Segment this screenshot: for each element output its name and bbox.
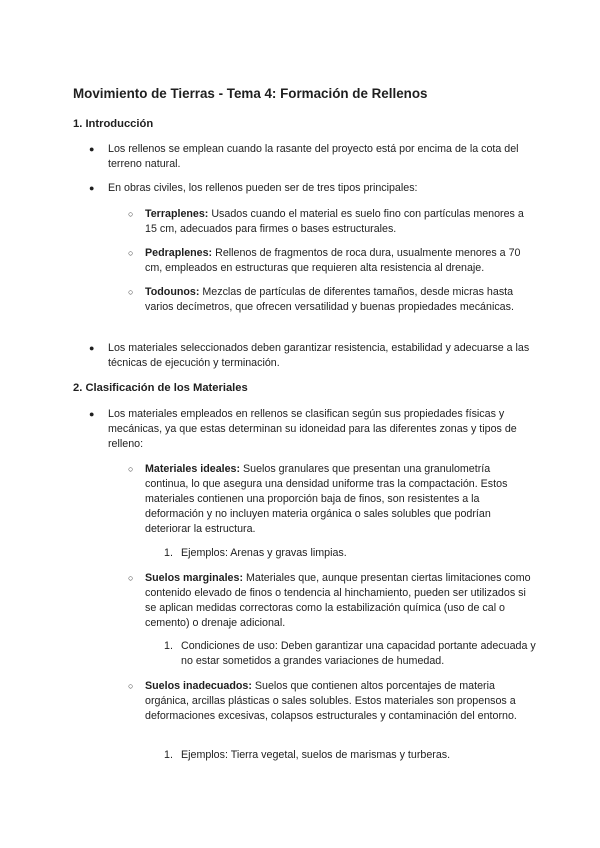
bullet-icon: ● [89, 183, 95, 193]
term-label: Suelos marginales: [145, 572, 244, 584]
term-description: Suelos granulares que presentan una granulometría continua, lo que asegura una densidad uniforme tras la compactación. Estos materiales contienen una proporción baja de finos, son resistentes a la deformación y no incluyen materia orgánica o sales solubles que podrían deteriorar la estructura. [145, 463, 508, 535]
term-label: Materiales ideales: [145, 463, 241, 475]
list-item [89, 181, 533, 196]
bullet-icon: ● [89, 144, 95, 154]
circle-bullet-icon: ○ [128, 573, 134, 583]
term-description: Rellenos de fragmentos de roca dura, usualmente menores a 70 cm, empleados en estructuras que requieren alta resistencia al drenaje. [145, 247, 521, 274]
list-item [128, 679, 533, 724]
circle-bullet-icon: ○ [128, 464, 134, 474]
item-number: 1. [164, 749, 173, 761]
circle-bullet-icon: ○ [128, 681, 134, 691]
term-label: Terraplenes: [145, 208, 209, 220]
numbered-item-text: Ejemplos: Tierra vegetal, suelos de marismas y turberas. [181, 749, 451, 761]
numbered-item [164, 546, 536, 561]
list-item [128, 571, 535, 631]
list-item [128, 285, 535, 315]
term-description: Usados cuando el material es suelo fino con partículas menores a 15 cm, adecuados para firmes o bases estructurales. [145, 208, 524, 235]
term-label: Todounos: [145, 286, 200, 298]
list-item-text: En obras civiles, los rellenos pueden ser de tres tipos principales: [108, 182, 418, 194]
term-description: Mezclas de partículas de diferentes tamaños, desde micras hasta varios decímetros, que ofrecen versatilidad y buenas propiedades mecánicas. [145, 286, 514, 313]
list-item [89, 407, 536, 452]
term-description: Suelos que contienen altos porcentajes de materia orgánica, arcillas plásticas o sales solubles. Estos materiales son propensos a deformaciones excesivas, colapsos estructurales y contaminación del entorno. [145, 680, 517, 722]
list-item-text: Los rellenos se emplean cuando la rasante del proyecto está por encima de la cota del terreno natural. [108, 143, 519, 170]
list-item [89, 341, 533, 371]
numbered-item-text: Condiciones de uso: Deben garantizar una capacidad portante adecuada y no estar sometidos a grandes variaciones de humedad. [181, 640, 536, 667]
circle-bullet-icon: ○ [128, 287, 134, 297]
section-heading-clasificacion: 2. Clasificación de los Materiales [73, 382, 248, 394]
bullet-icon: ● [89, 343, 95, 353]
list-item [128, 207, 530, 237]
list-item [128, 246, 535, 276]
numbered-item-text: Ejemplos: Arenas y gravas limpias. [181, 547, 347, 559]
document-title: Movimiento de Tierras - Tema 4: Formación de Rellenos [73, 86, 428, 101]
list-item-text: Los materiales seleccionados deben garantizar resistencia, estabilidad y adecuarse a las técnicas de ejecución y terminación. [108, 342, 530, 369]
circle-bullet-icon: ○ [128, 248, 134, 258]
term-label: Suelos inadecuados: [145, 680, 252, 692]
term-label: Pedraplenes: [145, 247, 213, 259]
bullet-icon: ● [89, 409, 95, 419]
list-item [128, 462, 533, 537]
item-number: 1. [164, 547, 173, 559]
numbered-item [164, 748, 536, 763]
numbered-item [164, 639, 536, 669]
circle-bullet-icon: ○ [128, 209, 134, 219]
list-item-text: Los materiales empleados en rellenos se clasifican según sus propiedades físicas y mecánicas, ya que estas determinan su idoneidad para las diferentes zonas y tipos de relleno: [108, 408, 517, 450]
item-number: 1. [164, 640, 173, 652]
list-item [89, 142, 533, 172]
section-heading-introduccion: 1. Introducción [73, 118, 154, 130]
term-description: Materiales que, aunque presentan ciertas limitaciones como contenido elevado de finos o tendencia al hinchamiento, pueden ser utilizados si se aplican medidas correctoras como la estabilización química (uso de cal o cemento) o drenaje adicional. [145, 572, 531, 629]
